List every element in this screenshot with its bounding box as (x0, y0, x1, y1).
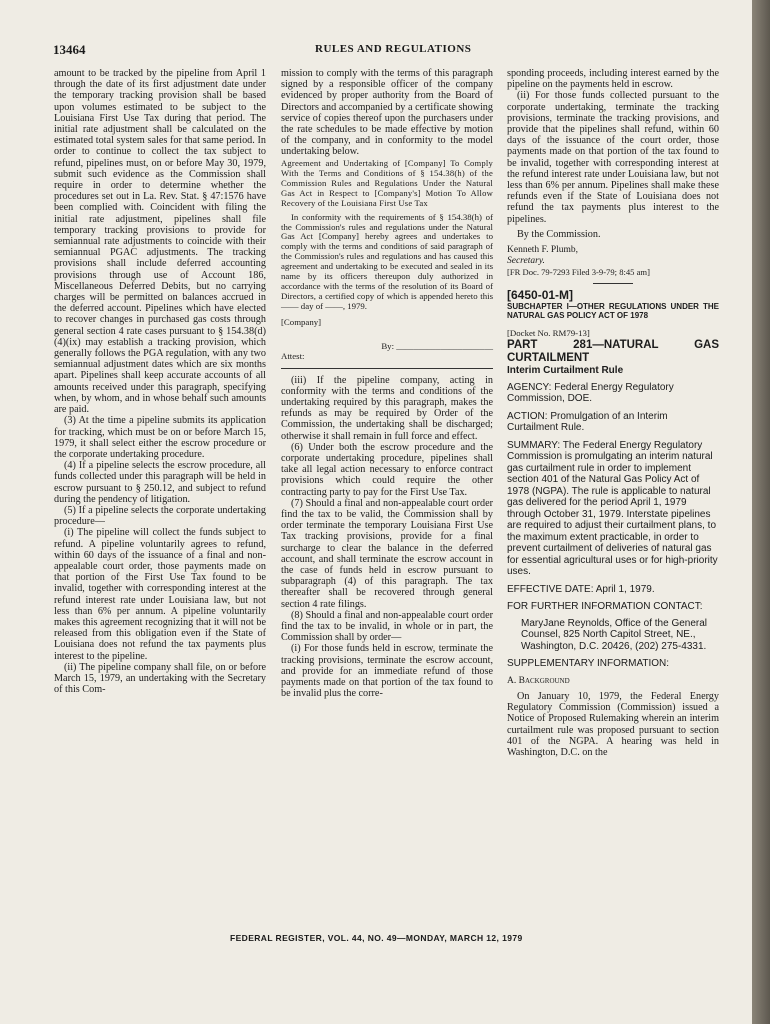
paragraph: (8) Should a final and non-appealable court order find the tax to be invalid, in whole or in part, the Commission shall by order— (281, 609, 493, 644)
agency-field: AGENCY: Federal Energy Regulatory Commission, DOE. (507, 381, 674, 405)
paragraph: (3) At the time a pipeline submits its application for tracking, which must be on or before March 15, 1979, it shall select either the escrow procedure or the corporate undertaking procedure. (54, 415, 266, 460)
paragraph: In conformity with the requirements of § 154.38(h) of the Commission's rules and regulations under the Natural Gas Act [Company] hereby agrees and undertakes to comply with the terms and conditions of said paragraph of the Commission's rules and regulations and has caused this agreement and undertaking to be executed and sealed in its name by its officers thereupon duly authorized in accordance with the terms of the resolution of its Board of Directors, a certified copy of which is appended hereto this —— day of ——, 1979. (281, 211, 493, 311)
paragraph: (i) The pipeline will collect the funds subject to refund. A pipeline voluntarily agrees to refund, within 60 days of the issuance of a final and non-appealable court order, those payments made on that portion of the First Use Tax found to be invalid, together with corresponding interest at the refund interest rate under Louisiana law, but not less than 6% per annum. A pipeline voluntarily makes this agreement recognizing that it will not be released from this obligation even if the State of Louisiana does not refund the tax payments plus interest to the pipeline. (54, 527, 266, 662)
divider (593, 283, 633, 284)
contact-info: MaryJane Reynolds, Office of the General Counsel, 825 North Capitol Street, NE., Washington, D.C. 20426, (202) 275-4331. (521, 617, 708, 652)
paragraph: (ii) The pipeline company shall file, on or before March 15, 1979, an undertaking with the Secretary of this Com- (54, 661, 266, 696)
page-number: 13464 (53, 42, 86, 57)
rule-title: Interim Curtailment Rule (507, 364, 624, 376)
paragraph: mission to comply with the terms of this paragraph signed by a responsible officer of the company evidenced by proper authority from the Board of Directors and accompanied by a certificate showing service of copies thereof upon the purchasers under the rate schedules to be made effective by motion of the company, and in conformity to the model undertaking below. (281, 68, 493, 158)
page-title: RULES AND REGULATIONS (315, 43, 472, 55)
action-field: ACTION: Promulgation of an Interim Curtailment Rule. (507, 410, 668, 434)
signer-name: Kenneth F. Plumb, (507, 245, 579, 256)
signer-title: Secretary. (507, 256, 545, 267)
undertaking-heading: Agreement and Undertaking of [Company] To Comply With the Terms and Conditions of § 154.38(h) of the Commission Rules and Regulations Under the Natural Gas Act in Respect to [Company's] Motion To Allow Recovery of the Louisiana First Use Tax (281, 157, 493, 208)
fr-doc-citation: [FR Doc. 79-7293 Filed 3-9-79; 8:45 am] (507, 267, 650, 278)
paragraph: On January 10, 1979, the Federal Energy Regulatory Commission (Commission) issued a Notice of Proposed Rulemaking wherein an interim curtailment rule was proposed pursuant to section 401 of the NGPA. A hearing was held in Washington, D.C. on the (507, 690, 719, 758)
paragraph: (4) If a pipeline selects the escrow procedure, all funds collected under this paragraph will be held in escrow pursuant to § 250.12, and subject to refund during the pendency of litigation. (54, 460, 266, 505)
docket-number: [Docket No. RM79-13] (507, 327, 590, 338)
signature-line: By: ______________________ (381, 340, 493, 351)
supplementary-label: SUPPLEMENTARY INFORMATION: (507, 658, 670, 670)
summary-field: SUMMARY: The Federal Energy Regulatory Commission is promulgating an interim natural gas curtailment rule in order to implement section 401 of the Natural Gas Policy Act of 1978 (NGPA). The rule is applicable to natural gas delivered for the period April 1, 1979 through October 31, 1979. Interstate pipelines are required to adjust their curtailment plans, to the maximum extent practicable, in order to prevent curtailment of deliveries of natural gas for essential agricultural uses or for high-priority uses. (507, 439, 718, 578)
binding-edge (752, 0, 770, 1024)
page-header (53, 42, 693, 58)
column-2 (281, 68, 493, 699)
paragraph: amount to be tracked by the pipeline from April 1 through the date of its first adjustment date under the temporary tracking provision shall be based upon volumes estimated to be subject to the Louisiana First Use Tax during that period. The initial rate adjustment shall be calculated on the estimated total system sales for that same period. In order to continue to collect the tax subject to refund, pipelines must, on or before May 30, 1979, submit such evidence as the Commission shall require in order to determine whether the procedures set out in La. Rev. Stat. § 47:1576 have been complied with. Coincident with filing the initial rate adjustment, pipelines shall file temporary tracking provisions to provide for semiannual rate adjustments to coincide with their semiannual PGAC adjustments. The tracking provisions shall include deferred accounting provisions through use of Account 186, Miscellaneous Deferred Debits, but no carrying charges will be permitted on balances accrued in the deferred account. Pipelines which have elected to recover changes in purchased gas costs through general section 4 rate cases pursuant to § 154.38(d)(4)(ix) may establish a tracking provision, which generally follows the PGA regulation, with any two semiannual adjustment dates which are six months apart. Pipelines shall keep accurate accounts of all amounts received under this paragraph, specifying when, by whom, and in whose behalf such amounts are paid. (54, 68, 266, 416)
page-footer: FEDERAL REGISTER, VOL. 44, NO. 49—MONDAY, MARCH 12, 1979 (230, 933, 523, 943)
paragraph: (iii) If the pipeline company, acting in conformity with the terms and conditions of the undertaking required by this paragraph, makes the refunds as may be required by Order of the Commission, the undertaking shall be discharged; otherwise it shall remain in full force and effect. (281, 374, 493, 442)
paragraph: By the Commission. (517, 228, 601, 240)
part-heading: PART 281—NATURAL GAS CURTAILMENT (507, 338, 719, 364)
column-3 (507, 68, 719, 758)
paragraph: (ii) For those funds collected pursuant to the corporate undertaking, terminate the tracking provisions, terminate the tracking provisions, and provide that the pipelines shall refund, within 60 days of the issuance of the court order, those payments made on that portion of the tax found to be invalid, together with corresponding interest at the refund interest rate under Louisiana law, but not less than 6% per annum. Pipelines shall make these refunds even if the State of Louisiana does not refund the tax payments plus interest to the pipelines. (507, 90, 719, 225)
paragraph: (i) For those funds held in escrow, terminate the tracking provisions, terminate the escrow account, and provide for an immediate refund of those payments made on that portion of the tax found to be invalid plus the corre- (281, 643, 493, 700)
paragraph: (6) Under both the escrow procedure and the corporate undertaking procedure, pipelines shall take all legal action necessary to enforce contract provisions which could require the other contracting party to pay for the First Use Tax. (281, 441, 493, 498)
column-1 (54, 68, 266, 695)
effective-date: EFFECTIVE DATE: April 1, 1979. (507, 583, 655, 595)
subchapter-heading: SUBCHAPTER I—OTHER REGULATIONS UNDER THE NATURAL GAS POLICY ACT OF 1978 (507, 301, 719, 321)
company-placeholder: [Company] (281, 316, 322, 327)
paragraph: (5) If a pipeline selects the corporate undertaking procedure— (54, 504, 266, 528)
divider (281, 368, 493, 369)
contact-label: FOR FURTHER INFORMATION CONTACT: (507, 601, 703, 613)
paragraph: (7) Should a final and non-appealable court order find the tax to be valid, the Commission shall by order terminate the temporary Louisiana First Use Tax tracking provisions, provide for a final surcharge to clear the balance in the deferred account, and shall terminate the escrow account in the case of funds held in escrow pursuant to subparagraph (4) of this paragraph. The tax thereafter shall be recovered through general section 4 rate filings. (281, 497, 493, 610)
agency-code: [6450-01-M] (507, 288, 574, 303)
paragraph: sponding proceeds, including interest earned by the pipeline on the payments held in escrow. (507, 68, 719, 91)
attest-label: Attest: (281, 350, 305, 361)
background-heading: A. Background (507, 675, 570, 686)
